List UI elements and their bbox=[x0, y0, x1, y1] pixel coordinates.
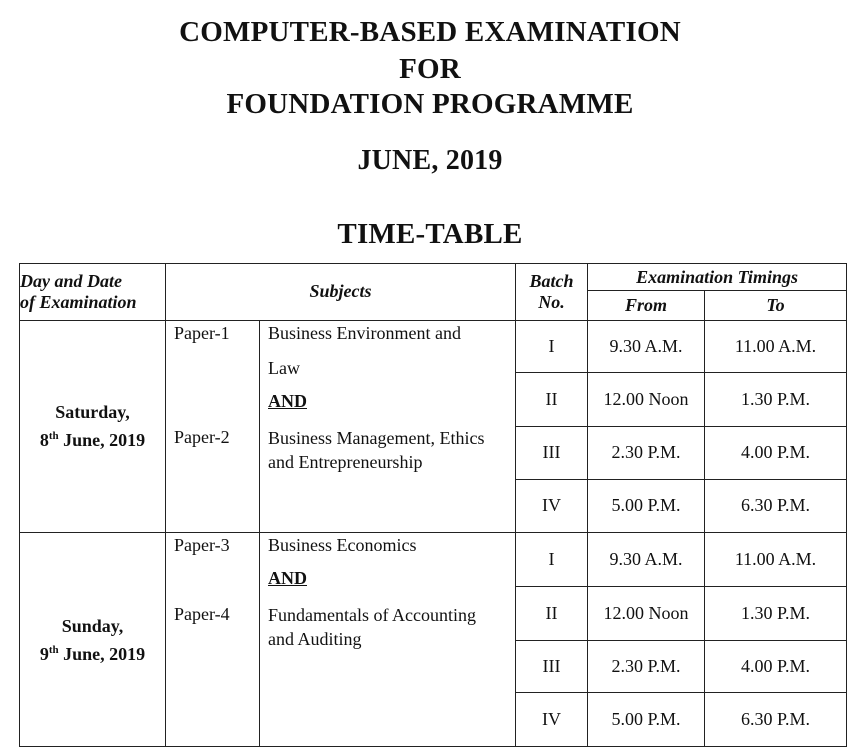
table-row bbox=[20, 533, 847, 587]
subject-name: Business Management, Ethics and Entrepreneurship bbox=[268, 427, 485, 472]
paper-label: Paper-4 bbox=[174, 604, 230, 625]
time-to: 4.00 P.M. bbox=[705, 640, 847, 693]
time-to: 11.00 A.M. bbox=[705, 320, 847, 373]
batch-no: IV bbox=[516, 693, 588, 747]
subjects-cell bbox=[260, 533, 516, 747]
title-line-1: COMPUTER-BASED EXAMINATION bbox=[179, 16, 681, 48]
session-title: JUNE, 2019 bbox=[357, 145, 503, 176]
batch-no: II bbox=[516, 373, 588, 427]
title-line-2: FOR bbox=[399, 53, 461, 85]
table-row bbox=[20, 320, 847, 373]
header-day-date: Day and Date of Examination bbox=[20, 264, 166, 321]
batch-no: I bbox=[516, 533, 588, 587]
time-to: 4.00 P.M. bbox=[705, 426, 847, 479]
and-label: AND bbox=[268, 390, 307, 411]
batch-no: III bbox=[516, 640, 588, 693]
time-to: 1.30 P.M. bbox=[705, 586, 847, 640]
header-to: To bbox=[705, 291, 847, 320]
subject-name: Business Environment and bbox=[268, 322, 461, 343]
time-from: 12.00 Noon bbox=[588, 586, 705, 640]
batch-no: III bbox=[516, 426, 588, 479]
header-timings: Examination Timings bbox=[588, 264, 847, 291]
time-to: 6.30 P.M. bbox=[705, 693, 847, 747]
papers-cell bbox=[166, 533, 260, 747]
time-to: 1.30 P.M. bbox=[705, 373, 847, 427]
subject-name: Fundamentals of Accounting and Auditing bbox=[268, 605, 476, 650]
batch-no: IV bbox=[516, 479, 588, 533]
header-from: From bbox=[588, 291, 705, 320]
batch-no: I bbox=[516, 320, 588, 373]
subject-name: Business Economics bbox=[268, 535, 417, 556]
paper-label: Paper-1 bbox=[174, 322, 230, 343]
papers-cell bbox=[166, 320, 260, 533]
time-to: 6.30 P.M. bbox=[705, 479, 847, 533]
time-from: 9.30 A.M. bbox=[588, 533, 705, 587]
header-batch: Batch No. bbox=[516, 264, 588, 321]
day-date-cell: Saturday, 8th June, 2019 bbox=[20, 320, 166, 533]
timetable bbox=[19, 263, 847, 747]
title-line-3: FOUNDATION PROGRAMME bbox=[226, 88, 634, 120]
time-from: 5.00 P.M. bbox=[588, 693, 705, 747]
time-to: 11.00 A.M. bbox=[705, 533, 847, 587]
day-date-cell: Sunday, 9th June, 2019 bbox=[20, 533, 166, 747]
time-from: 2.30 P.M. bbox=[588, 426, 705, 479]
header-subjects: Subjects bbox=[166, 264, 516, 321]
batch-no: II bbox=[516, 586, 588, 640]
time-from: 9.30 A.M. bbox=[588, 320, 705, 373]
time-from: 2.30 P.M. bbox=[588, 640, 705, 693]
and-label: AND bbox=[268, 568, 307, 589]
time-from: 12.00 Noon bbox=[588, 373, 705, 427]
subjects-cell bbox=[260, 320, 516, 533]
subject-name-cont: Law bbox=[268, 357, 300, 378]
timetable-title: TIME-TABLE bbox=[337, 218, 523, 250]
paper-label: Paper-3 bbox=[174, 535, 230, 556]
paper-label: Paper-2 bbox=[174, 426, 230, 447]
time-from: 5.00 P.M. bbox=[588, 479, 705, 533]
